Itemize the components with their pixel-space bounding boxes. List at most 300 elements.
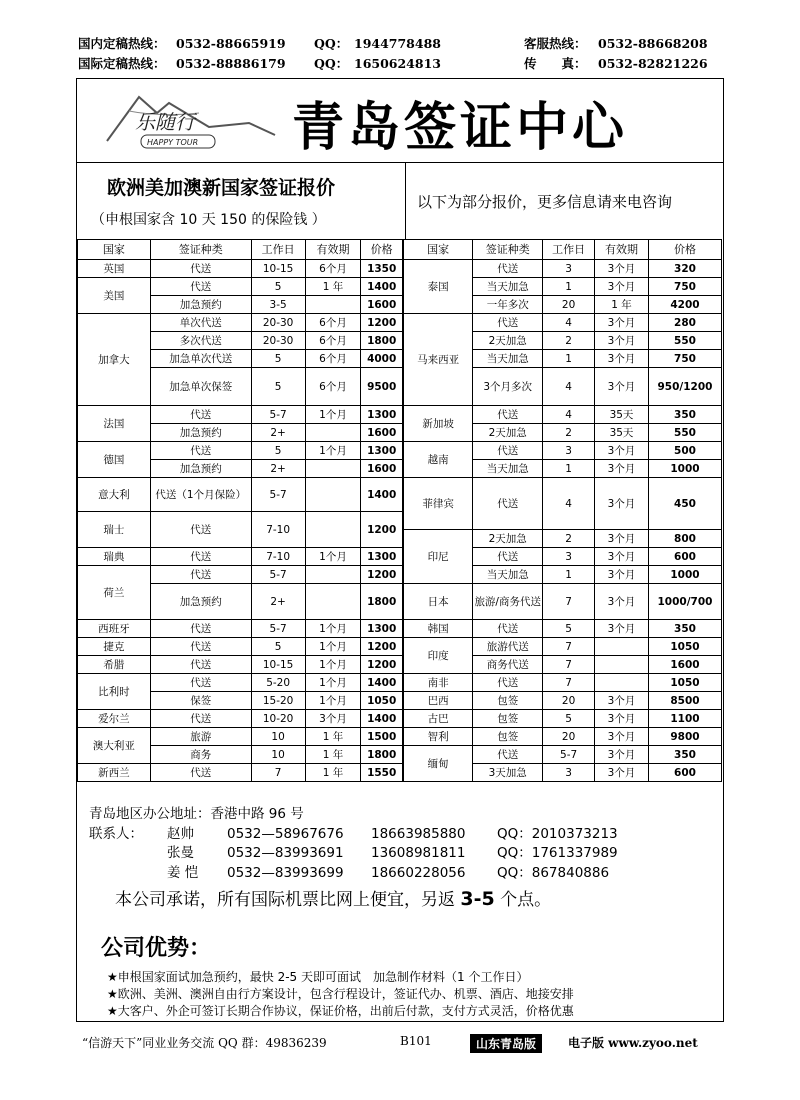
table-cell: 越南 (403, 442, 473, 478)
table-cell: 20 (543, 692, 595, 710)
table-row (78, 566, 722, 584)
table-cell: 代送 (150, 512, 251, 548)
column-header: 工作日 (543, 240, 595, 260)
table-row (78, 764, 722, 782)
table-cell: 5 (251, 442, 305, 460)
table-cell: 1200 (361, 512, 403, 548)
table-cell: 3个月 (595, 278, 649, 296)
table-cell: 加急单次代送 (150, 350, 251, 368)
table-cell: 9500 (361, 368, 403, 406)
table-cell: 2+ (251, 424, 305, 442)
table-cell: 3天加急 (473, 764, 543, 782)
table-cell: 4200 (648, 296, 721, 314)
table-cell: 1 年 (595, 296, 649, 314)
table-cell: 包签 (473, 710, 543, 728)
office-address: 青岛地区办公地址：香港中路 96 号 (89, 806, 304, 822)
contact-qq: QQ：2010373213 (497, 825, 618, 842)
intl-hotline-phone: 0532-88886179 (176, 56, 286, 71)
table-cell: 当天加急 (473, 460, 543, 478)
table-row (78, 728, 722, 746)
contact-name: 姜 恺 (167, 864, 199, 881)
table-cell: 350 (648, 406, 721, 424)
footer-qq-group: “信游天下”同业业务交流 QQ 群：49836239 (82, 1036, 327, 1050)
table-cell: 6个月 (305, 350, 361, 368)
table-row (78, 674, 722, 692)
table-cell: 2+ (251, 584, 305, 620)
column-header: 国家 (403, 240, 473, 260)
table-cell: 单次代送 (150, 314, 251, 332)
table-cell: 1800 (361, 584, 403, 620)
table-cell: 1个月 (305, 656, 361, 674)
table-cell: 4 (543, 314, 595, 332)
table-row (78, 620, 722, 638)
table-cell: 350 (648, 746, 721, 764)
table-row (78, 278, 722, 296)
table-cell (305, 296, 361, 314)
table-cell: 当天加急 (473, 350, 543, 368)
table-cell: 3 (543, 260, 595, 278)
table-cell: 3个月多次 (473, 368, 543, 406)
table-row (78, 478, 722, 512)
table-cell: 15-20 (251, 692, 305, 710)
table-cell: 3个月 (595, 728, 649, 746)
table-cell: 1200 (361, 656, 403, 674)
table-cell: 2天加急 (473, 424, 543, 442)
column-header: 价格 (648, 240, 721, 260)
table-cell: 750 (648, 350, 721, 368)
promise-points: 3-5 (460, 888, 495, 910)
table-cell: 一年多次 (473, 296, 543, 314)
logo (99, 83, 289, 157)
table-cell: 1600 (361, 296, 403, 314)
contact-mobile: 13608981811 (371, 845, 466, 861)
table-cell: 1350 (361, 260, 403, 278)
table-cell: 代送 (150, 656, 251, 674)
table-cell: 缅甸 (403, 746, 473, 782)
table-cell: 西班牙 (78, 620, 151, 638)
table-cell: 1300 (361, 442, 403, 460)
table-row (78, 314, 722, 332)
table-cell: 5-7 (251, 620, 305, 638)
table-cell: 菲律宾 (403, 478, 473, 530)
table-cell (305, 424, 361, 442)
table-cell: 1300 (361, 406, 403, 424)
table-cell: 英国 (78, 260, 151, 278)
table-cell: 7 (251, 764, 305, 782)
table-cell: 1050 (648, 638, 721, 656)
table-cell: 旅游 (150, 728, 251, 746)
hotline-header (78, 34, 728, 74)
table-cell: 1300 (361, 548, 403, 566)
table-cell: 代送 (473, 478, 543, 530)
table-cell (595, 674, 649, 692)
table-cell: 加急预约 (150, 424, 251, 442)
table-cell: 1800 (361, 332, 403, 350)
table-row (78, 460, 722, 478)
contact-name: 赵帅 (167, 825, 194, 842)
table-cell: 5 (543, 620, 595, 638)
table-cell: 1050 (361, 692, 403, 710)
advantage-item: ★欧洲、美洲、澳洲自由行方案设计，包含行程设计，签证代办、机票、酒店、地接安排 (107, 987, 574, 1001)
domestic-hotline-phone: 0532-88665919 (176, 36, 286, 51)
table-cell: 6个月 (305, 314, 361, 332)
table-cell: 5-7 (251, 478, 305, 512)
table-cell: 3个月 (595, 620, 649, 638)
table-cell: 代送 (473, 442, 543, 460)
table-cell: 3个月 (595, 350, 649, 368)
table-cell (305, 512, 361, 548)
table-cell: 10 (251, 746, 305, 764)
section-title: 欧洲美加澳新国家签证报价 (107, 177, 336, 199)
table-cell: 1 (543, 566, 595, 584)
table-cell: 捷克 (78, 638, 151, 656)
table-cell: 550 (648, 332, 721, 350)
table-cell: 9800 (648, 728, 721, 746)
table-cell: 6个月 (305, 332, 361, 350)
table-header-row (78, 240, 722, 260)
table-cell: 代送 (473, 260, 543, 278)
table-cell: 1050 (648, 674, 721, 692)
table-cell: 320 (648, 260, 721, 278)
table-cell: 1 (543, 460, 595, 478)
table-cell: 500 (648, 442, 721, 460)
table-cell: 1400 (361, 278, 403, 296)
table-cell: 3个月 (595, 710, 649, 728)
table-cell: 1400 (361, 710, 403, 728)
table-cell: 1个月 (305, 674, 361, 692)
table-cell: 加拿大 (78, 314, 151, 406)
table-cell: 5-20 (251, 674, 305, 692)
table-cell: 2天加急 (473, 332, 543, 350)
fax-number: 0532-82821226 (598, 56, 708, 71)
table-cell: 美国 (78, 278, 151, 314)
logo-subtext: HAPPY TOUR (147, 138, 199, 147)
column-header: 工作日 (251, 240, 305, 260)
table-cell: 3个月 (595, 314, 649, 332)
table-cell: 1100 (648, 710, 721, 728)
table-cell: 1550 (361, 764, 403, 782)
table-cell: 3个月 (595, 442, 649, 460)
table-cell: 商务代送 (473, 656, 543, 674)
table-cell: 3个月 (595, 332, 649, 350)
table-cell: 450 (648, 478, 721, 530)
table-cell: 4 (543, 368, 595, 406)
table-cell: 10-15 (251, 656, 305, 674)
column-header: 有效期 (305, 240, 361, 260)
table-cell: 280 (648, 314, 721, 332)
table-cell: 多次代送 (150, 332, 251, 350)
table-cell: 2+ (251, 460, 305, 478)
table-cell: 法国 (78, 406, 151, 442)
qq2-number: 1650624813 (354, 56, 441, 71)
table-cell: 20 (543, 296, 595, 314)
table-cell: 1800 (361, 746, 403, 764)
table-cell (595, 656, 649, 674)
table-cell: 2 (543, 530, 595, 548)
column-header: 国家 (78, 240, 151, 260)
column-header: 有效期 (595, 240, 649, 260)
table-cell (595, 638, 649, 656)
table-cell: 1200 (361, 314, 403, 332)
table-cell: 4 (543, 406, 595, 424)
header-divider (77, 162, 723, 163)
table-cell: 瑞典 (78, 548, 151, 566)
promise-text: 本公司承诺，所有国际机票比网上便宜，另返 (115, 890, 461, 910)
table-cell: 1 年 (305, 764, 361, 782)
section-divider (405, 163, 406, 239)
table-cell: 3-5 (251, 296, 305, 314)
table-cell: 1000 (648, 460, 721, 478)
section-note: 以下为部分报价，更多信息请来电咨询 (417, 193, 673, 211)
table-cell: 5 (543, 710, 595, 728)
table-cell: 代送（1个月保险） (150, 478, 251, 512)
table-cell: 7 (543, 674, 595, 692)
table-row (78, 692, 722, 710)
table-cell: 爱尔兰 (78, 710, 151, 728)
table-cell: 澳大利亚 (78, 728, 151, 764)
table-row (78, 368, 722, 406)
table-cell: 韩国 (403, 620, 473, 638)
table-cell: 希腊 (78, 656, 151, 674)
table-cell: 代送 (150, 674, 251, 692)
table-row (78, 710, 722, 728)
table-cell: 代送 (150, 406, 251, 424)
table-cell: 4 (543, 478, 595, 530)
table-cell: 当天加急 (473, 566, 543, 584)
table-cell: 代送 (473, 674, 543, 692)
table-cell: 印尼 (403, 530, 473, 584)
table-cell: 3个月 (595, 584, 649, 620)
table-cell: 1个月 (305, 692, 361, 710)
table-cell: 商务 (150, 746, 251, 764)
table-cell: 2 (543, 332, 595, 350)
ad-frame (76, 78, 724, 1022)
table-cell: 印度 (403, 638, 473, 674)
table-cell: 5-7 (543, 746, 595, 764)
table-cell: 6个月 (305, 368, 361, 406)
table-cell: 950/1200 (648, 368, 721, 406)
table-cell: 当天加急 (473, 278, 543, 296)
table-cell: 加急预约 (150, 296, 251, 314)
section-subtitle: （申根国家含 10 天 150 的保险钱 ） (91, 212, 326, 228)
table-cell: 550 (648, 424, 721, 442)
table-cell: 7 (543, 638, 595, 656)
page-number: B101 (400, 1034, 432, 1048)
table-cell: 3个月 (595, 368, 649, 406)
table-cell: 5 (251, 278, 305, 296)
column-header: 签证种类 (150, 240, 251, 260)
table-cell: 1个月 (305, 442, 361, 460)
table-cell: 包签 (473, 692, 543, 710)
table-cell: 1600 (361, 424, 403, 442)
qq2-label: QQ： (314, 56, 349, 71)
table-cell: 代送 (150, 260, 251, 278)
table-cell: 1个月 (305, 638, 361, 656)
table-cell: 7 (543, 656, 595, 674)
airfare-promise (115, 885, 551, 910)
table-cell: 1 年 (305, 746, 361, 764)
table-cell: 瑞士 (78, 512, 151, 548)
table-cell (305, 566, 361, 584)
contact-qq: QQ：1761337989 (497, 845, 618, 861)
table-cell: 3个月 (595, 548, 649, 566)
advantage-item: ★大客户、外企可签订长期合作协议，保证价格，出前后付款，支付方式灵活，价格优惠 (107, 1004, 574, 1018)
page-footer (0, 1028, 800, 1058)
table-cell: 3 (543, 548, 595, 566)
contact-phone: 0532—83993691 (227, 845, 344, 861)
table-row (78, 260, 722, 278)
table-cell: 新加坡 (403, 406, 473, 442)
contact-block (89, 805, 719, 883)
table-cell: 10 (251, 728, 305, 746)
table-cell: 5-7 (251, 406, 305, 424)
table-cell: 3个月 (305, 710, 361, 728)
contact-label: 联系人： (89, 825, 143, 842)
table-cell: 2天加急 (473, 530, 543, 548)
table-cell: 加急预约 (150, 584, 251, 620)
footer-website: 电子版 www.zyoo.net (568, 1036, 698, 1050)
table-cell: 古巴 (403, 710, 473, 728)
table-cell: 3 (543, 442, 595, 460)
table-row (78, 296, 722, 314)
table-cell: 10-20 (251, 710, 305, 728)
advantages-list (107, 969, 574, 1020)
qq1-label: QQ： (314, 36, 349, 51)
table-cell: 7 (543, 584, 595, 620)
table-cell: 600 (648, 548, 721, 566)
table-cell: 3个月 (595, 260, 649, 278)
table-cell: 7-10 (251, 548, 305, 566)
table-cell: 日本 (403, 584, 473, 620)
table-row (78, 406, 722, 424)
logo-text: 乐随行 (135, 110, 195, 134)
table-cell: 1个月 (305, 620, 361, 638)
table-cell: 35天 (595, 424, 649, 442)
table-cell: 加急单次保签 (150, 368, 251, 406)
promise-text-end: 个点。 (494, 890, 552, 910)
contact-mobile: 18660228056 (371, 864, 466, 881)
page-title: 青岛签证中心 (292, 98, 629, 158)
table-cell: 代送 (473, 548, 543, 566)
table-cell: 5 (251, 638, 305, 656)
table-cell: 10-15 (251, 260, 305, 278)
domestic-hotline-label: 国内定稿热线： (78, 36, 166, 51)
table-cell: 代送 (150, 278, 251, 296)
table-cell: 加急预约 (150, 460, 251, 478)
table-cell: 代送 (150, 442, 251, 460)
table-cell: 5-7 (251, 566, 305, 584)
table-cell: 6个月 (305, 260, 361, 278)
table-cell: 20 (543, 728, 595, 746)
table-cell: 1300 (361, 620, 403, 638)
table-row (78, 332, 722, 350)
table-cell: 800 (648, 530, 721, 548)
table-cell: 1200 (361, 638, 403, 656)
table-cell: 泰国 (403, 260, 473, 314)
table-cell: 3个月 (595, 566, 649, 584)
table-cell: 旅游代送 (473, 638, 543, 656)
table-cell: 3个月 (595, 478, 649, 530)
table-cell: 750 (648, 278, 721, 296)
table-cell: 600 (648, 764, 721, 782)
table-cell: 35天 (595, 406, 649, 424)
table-row (78, 638, 722, 656)
table-cell: 代送 (473, 746, 543, 764)
table-cell: 代送 (150, 764, 251, 782)
table-row (78, 584, 722, 620)
table-row (78, 442, 722, 460)
table-cell: 1200 (361, 566, 403, 584)
table-cell: 1600 (648, 656, 721, 674)
table-row (78, 746, 722, 764)
table-cell (305, 478, 361, 512)
visa-price-table (77, 239, 722, 782)
table-cell: 1500 (361, 728, 403, 746)
table-cell: 8500 (648, 692, 721, 710)
table-cell: 南非 (403, 674, 473, 692)
contact-name: 张曼 (167, 845, 194, 861)
contact-qq: QQ：867840886 (497, 864, 610, 881)
table-cell: 1400 (361, 674, 403, 692)
table-cell: 智利 (403, 728, 473, 746)
table-cell: 代送 (150, 566, 251, 584)
table-row (78, 350, 722, 368)
contact-phone: 0532—83993699 (227, 864, 344, 881)
table-cell: 旅游/商务代送 (473, 584, 543, 620)
table-cell: 3个月 (595, 692, 649, 710)
edition-badge: 山东青岛版 (470, 1034, 542, 1053)
table-cell: 1 年 (305, 278, 361, 296)
table-cell: 代送 (150, 638, 251, 656)
table-cell: 代送 (473, 314, 543, 332)
table-cell: 1000/700 (648, 584, 721, 620)
table-cell (305, 584, 361, 620)
table-row (78, 548, 722, 566)
table-cell: 1000 (648, 566, 721, 584)
table-cell: 3个月 (595, 746, 649, 764)
table-cell: 荷兰 (78, 566, 151, 620)
table-cell: 代送 (473, 620, 543, 638)
table-cell: 3 (543, 764, 595, 782)
intl-hotline-label: 国际定稿热线： (78, 56, 166, 71)
mountain-logo-icon (99, 83, 289, 157)
table-cell: 1600 (361, 460, 403, 478)
table-cell: 4000 (361, 350, 403, 368)
table-cell: 5 (251, 350, 305, 368)
column-header: 签证种类 (473, 240, 543, 260)
table-cell: 代送 (150, 620, 251, 638)
table-cell: 德国 (78, 442, 151, 478)
table-cell: 代送 (473, 406, 543, 424)
column-header: 价格 (361, 240, 403, 260)
table-cell: 1个月 (305, 548, 361, 566)
table-cell: 350 (648, 620, 721, 638)
table-cell: 马来西亚 (403, 314, 473, 406)
table-cell: 20-30 (251, 332, 305, 350)
table-cell: 代送 (150, 710, 251, 728)
table-cell: 意大利 (78, 478, 151, 512)
table-cell: 1 (543, 278, 595, 296)
table-cell: 3个月 (595, 460, 649, 478)
service-hotline-phone: 0532-88668208 (598, 36, 708, 51)
table-cell: 巴西 (403, 692, 473, 710)
qq1-number: 1944778488 (354, 36, 441, 51)
table-cell (305, 460, 361, 478)
advantages-title: 公司优势： (101, 936, 212, 961)
table-cell: 1个月 (305, 406, 361, 424)
table-cell: 代送 (150, 548, 251, 566)
table-cell: 包签 (473, 728, 543, 746)
